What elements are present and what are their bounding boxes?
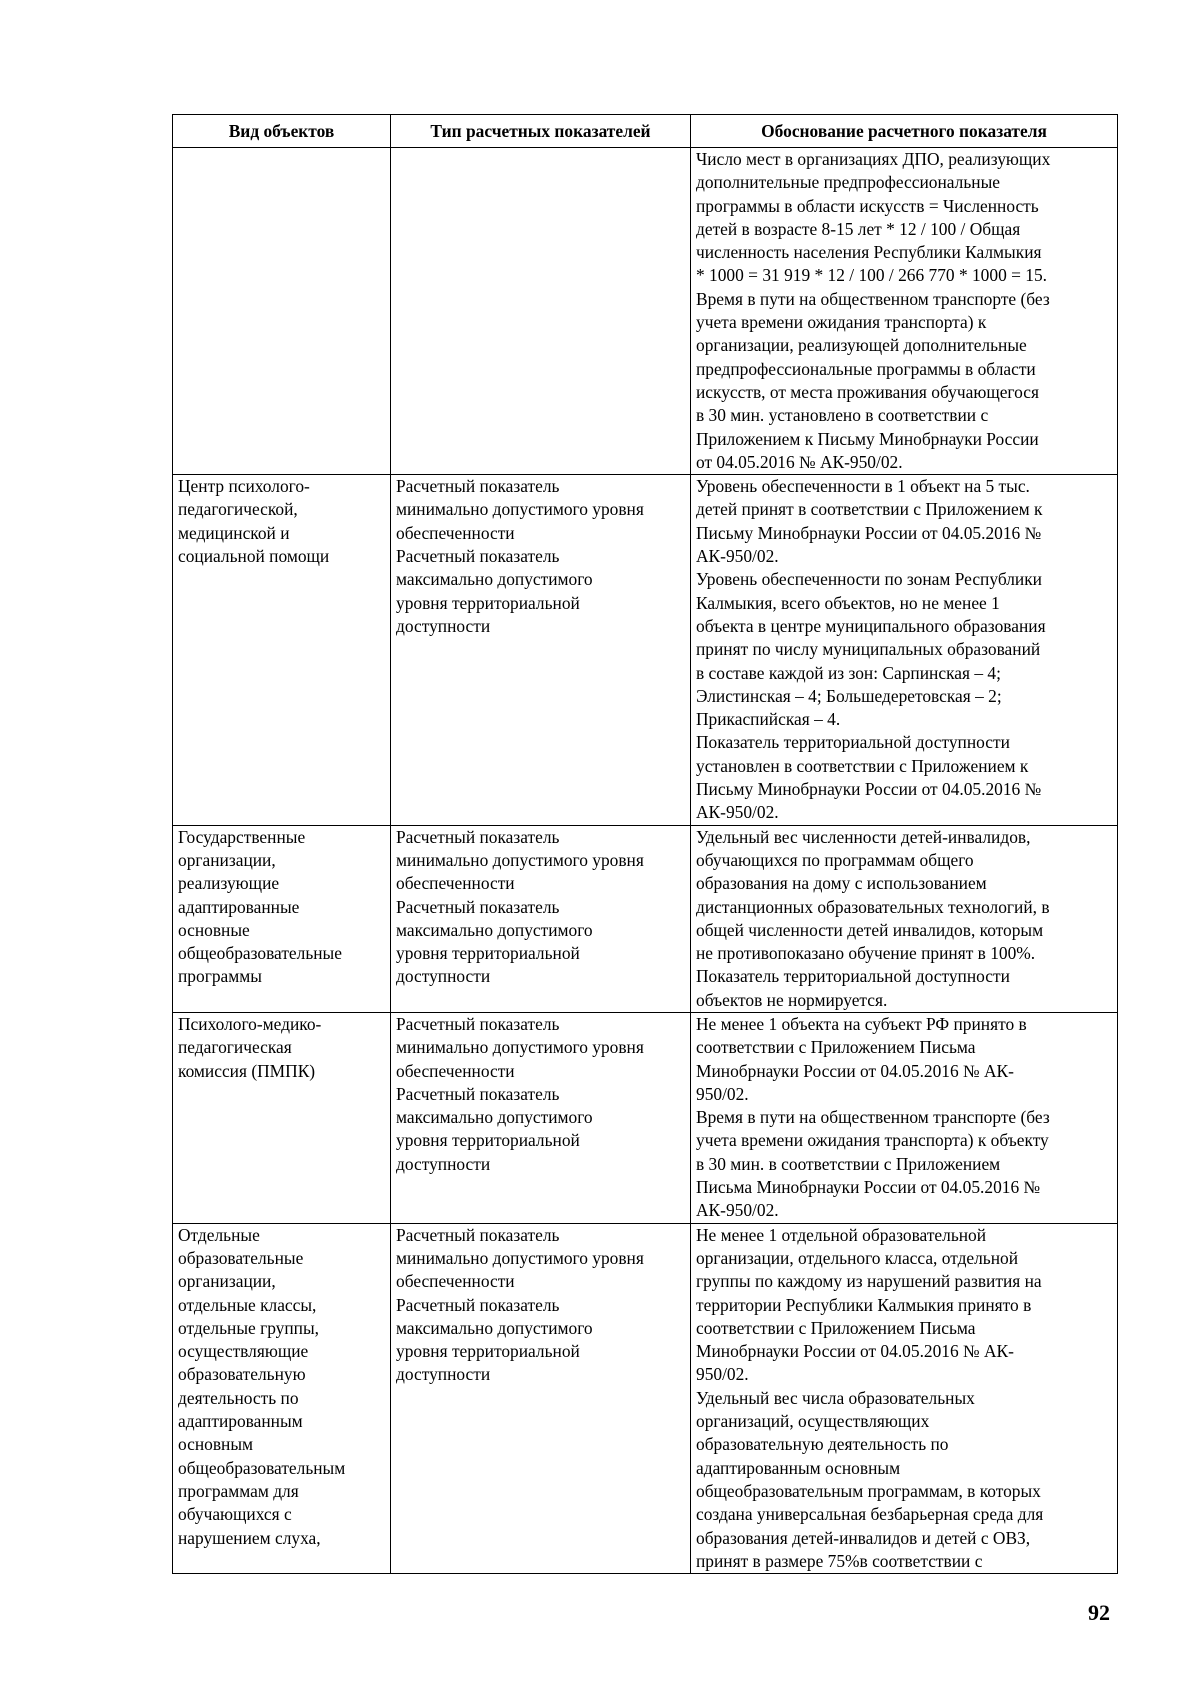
cell-text-line: Государственные xyxy=(178,826,306,847)
table-header-row xyxy=(173,115,1118,148)
cell-text-line: Показатель территориальной доступности xyxy=(696,966,1010,987)
justification-cell xyxy=(691,1012,1118,1223)
cell-text-line: общей численности детей инвалидов, которым xyxy=(696,919,1044,940)
cell-text-line: адаптированным xyxy=(178,1411,303,1432)
cell-text-line: территории Республики Калмыкия принято в xyxy=(696,1294,1032,1315)
cell-text-line: Расчетный показатель xyxy=(396,546,560,567)
cell-text-line: в составе каждой из зон: Сарпинская – 4; xyxy=(696,662,1001,683)
cell-text-line: соответствии с Приложением Письма xyxy=(696,1037,976,1058)
object-type-cell xyxy=(173,1012,391,1223)
cell-text-line: обеспеченности xyxy=(396,1271,515,1292)
justification-cell xyxy=(691,825,1118,1012)
cell-text-line: АК-950/02. xyxy=(696,1200,779,1221)
cell-text-line: общеобразовательным xyxy=(178,1457,346,1478)
cell-text-line: минимально допустимого уровня xyxy=(396,1037,644,1058)
cell-text-line: нарушением слуха, xyxy=(178,1527,321,1548)
cell-text-line: соответствии с Приложением Письма xyxy=(696,1317,976,1338)
table-row xyxy=(173,1223,1118,1573)
page-number: 92 xyxy=(1088,1600,1110,1625)
cell-text-line: уровня территориальной xyxy=(396,592,580,613)
cell-text-line: предпрофессиональные программы в области xyxy=(696,358,1036,379)
cell-text-line: педагогической, xyxy=(178,499,298,520)
cell-text-line: дистанционных образовательных технологий, в xyxy=(696,896,1050,917)
cell-text-line: программы xyxy=(178,966,262,987)
cell-text-line: адаптированным основным xyxy=(696,1457,901,1478)
cell-text-line: Отдельные xyxy=(178,1224,260,1245)
cell-text-line: учета времени ожидания транспорта) к xyxy=(696,312,987,333)
cell-text-line: социальной помощи xyxy=(178,546,330,567)
cell-text-line: минимально допустимого уровня xyxy=(396,1247,644,1268)
cell-text-line: Центр психолого- xyxy=(178,476,310,497)
cell-text-line: Расчетный показатель xyxy=(396,1083,560,1104)
cell-text-line: 950/02. xyxy=(696,1083,749,1104)
object-type-cell xyxy=(173,148,391,475)
cell-text-line: Минобрнауки России от 04.05.2016 № АК- xyxy=(696,1341,1014,1362)
cell-text-line: Число мест в организациях ДПО, реализующих xyxy=(696,149,1051,169)
cell-text-line: Удельный вес численности детей-инвалидов, xyxy=(696,826,1031,847)
object-type-cell xyxy=(173,475,391,825)
cell-text-line: реализующие xyxy=(178,873,280,894)
cell-text-line: Расчетный показатель xyxy=(396,826,560,847)
cell-text-line: медицинской и xyxy=(178,522,290,543)
cell-text-line: максимально допустимого xyxy=(396,919,593,940)
cell-text-line: в 30 мин. установлено в соответствии с xyxy=(696,405,989,426)
indicator-type-cell xyxy=(391,825,691,1012)
cell-text-line: АК-950/02. xyxy=(696,802,779,823)
cell-text-line: учета времени ожидания транспорта) к объекту xyxy=(696,1130,1049,1151)
cell-text-line: Расчетный показатель xyxy=(396,1013,560,1034)
cell-text-line: доступности xyxy=(396,1364,491,1385)
cell-text-line: Расчетный показатель xyxy=(396,1294,560,1315)
table-row xyxy=(173,148,1118,475)
cell-text-line: детей в возрасте 8-15 лет * 12 / 100 / Общая xyxy=(696,218,1021,239)
cell-text-line: организации, реализующей дополнительные xyxy=(696,335,1027,356)
cell-text-line: комиссия (ПМПК) xyxy=(178,1060,316,1081)
cell-text-line: создана универсальная безбарьерная среда для xyxy=(696,1504,1044,1525)
cell-text-line: уровня территориальной xyxy=(396,1341,580,1362)
cell-text-line: обеспеченности xyxy=(396,1060,515,1081)
cell-text-line: обучающихся по программам общего xyxy=(696,849,974,870)
cell-text-line: Показатель территориальной доступности xyxy=(696,732,1010,753)
justification-cell xyxy=(691,1223,1118,1573)
cell-text-line: Время в пути на общественном транспорте (без xyxy=(696,288,1050,309)
cell-text-line: образования на дому с использованием xyxy=(696,873,987,894)
cell-text-line: доступности xyxy=(396,966,491,987)
cell-text-line: не противопоказано обучение принят в 100%. xyxy=(696,943,1036,964)
cell-text-line: доступности xyxy=(396,1153,491,1174)
cell-text-line: образовательную деятельность по xyxy=(696,1434,949,1455)
cell-text-line: Прикаспийская – 4. xyxy=(696,709,841,730)
justification-cell xyxy=(691,475,1118,825)
cell-text-line: в 30 мин. в соответствии с Приложением xyxy=(696,1153,1001,1174)
standards-table xyxy=(172,114,1118,1574)
cell-text-line: Психолого-медико- xyxy=(178,1013,322,1034)
indicator-type-cell xyxy=(391,475,691,825)
cell-text-line: группы по каждому из нарушений развития на xyxy=(696,1271,1042,1292)
cell-text-line: Письма Минобрнауки России от 04.05.2016 № xyxy=(696,1177,1041,1198)
cell-text-line: образовательную xyxy=(178,1364,306,1385)
justification-cell xyxy=(691,148,1118,475)
cell-text-line: обеспеченности xyxy=(396,873,515,894)
cell-text-line: обеспеченности xyxy=(396,522,515,543)
cell-text-line: Время в пути на общественном транспорте (без xyxy=(696,1107,1050,1128)
cell-text-line: осуществляющие xyxy=(178,1341,309,1362)
cell-text-line: общеобразовательным программам, в которых xyxy=(696,1480,1041,1501)
header-indicator-type: Тип расчетных показателей xyxy=(391,115,691,148)
cell-text-line: искусств, от места проживания обучающегося xyxy=(696,381,1039,402)
cell-text-line: организаций, осуществляющих xyxy=(696,1411,930,1432)
cell-text-line: деятельность по xyxy=(178,1387,299,1408)
header-object-type: Вид объектов xyxy=(173,115,391,148)
cell-text-line: принят в размере 75%в соответствии с xyxy=(696,1550,983,1571)
cell-text-line: педагогическая xyxy=(178,1037,292,1058)
cell-text-line: минимально допустимого уровня xyxy=(396,499,644,520)
cell-text-line: принят по числу муниципальных образований xyxy=(696,639,1041,660)
cell-text-line: организации, отдельного класса, отдельной xyxy=(696,1247,1019,1268)
cell-text-line: Письму Минобрнауки России от 04.05.2016 № xyxy=(696,779,1042,800)
cell-text-line: Удельный вес числа образовательных xyxy=(696,1387,975,1408)
cell-text-line: максимально допустимого xyxy=(396,1107,593,1128)
cell-text-line: уровня территориальной xyxy=(396,1130,580,1151)
cell-text-line: максимально допустимого xyxy=(396,1317,593,1338)
cell-text-line: объектов не нормируется. xyxy=(696,989,888,1010)
cell-text-line: численность населения Республики Калмыкия xyxy=(696,242,1042,263)
cell-text-line: Минобрнауки России от 04.05.2016 № АК- xyxy=(696,1060,1014,1081)
indicator-type-cell xyxy=(391,148,691,475)
table-row xyxy=(173,825,1118,1012)
table-row xyxy=(173,1012,1118,1223)
cell-text-line: отдельные группы, xyxy=(178,1317,320,1338)
table-row xyxy=(173,475,1118,825)
cell-text-line: минимально допустимого уровня xyxy=(396,849,644,870)
cell-text-line: образования детей-инвалидов и детей с ОВЗ, xyxy=(696,1527,1031,1548)
cell-text-line: 950/02. xyxy=(696,1364,749,1385)
cell-text-line: Уровень обеспеченности в 1 объект на 5 тыс. xyxy=(696,476,1030,497)
indicator-type-cell xyxy=(391,1012,691,1223)
cell-text-line: установлен в соответствии с Приложением к xyxy=(696,755,1029,776)
cell-text-line: Расчетный показатель xyxy=(396,476,560,497)
cell-text-line: доступности xyxy=(396,615,491,636)
cell-text-line: обучающихся с xyxy=(178,1504,292,1525)
cell-text-line: основные xyxy=(178,919,250,940)
cell-text-line: Уровень обеспеченности по зонам Республики xyxy=(696,569,1042,590)
cell-text-line: образовательные xyxy=(178,1247,304,1268)
cell-text-line: Письму Минобрнауки России от 04.05.2016 № xyxy=(696,522,1042,543)
header-justification: Обоснование расчетного показателя xyxy=(691,115,1118,148)
cell-text-line: максимально допустимого xyxy=(396,569,593,590)
cell-text-line: Элистинская – 4; Большедеретовская – 2; xyxy=(696,685,1002,706)
cell-text-line: Калмыкия, всего объектов, но не менее 1 xyxy=(696,592,1000,613)
cell-text-line: дополнительные предпрофессиональные xyxy=(696,172,1000,193)
cell-text-line: Не менее 1 объекта на субъект РФ принято в xyxy=(696,1013,1027,1034)
cell-text-line: от 04.05.2016 № АК-950/02. xyxy=(696,451,903,472)
object-type-cell xyxy=(173,1223,391,1573)
cell-text-line: программам для xyxy=(178,1480,299,1501)
indicator-type-cell xyxy=(391,1223,691,1573)
cell-text-line: АК-950/02. xyxy=(696,546,779,567)
cell-text-line: * 1000 = 31 919 * 12 / 100 / 266 770 * 1000 = 15. xyxy=(696,265,1048,286)
cell-text-line: основным xyxy=(178,1434,254,1455)
cell-text-line: Расчетный показатель xyxy=(396,896,560,917)
cell-text-line: организации, xyxy=(178,849,276,870)
cell-text-line: программы в области искусств = Численность xyxy=(696,195,1039,216)
cell-text-line: отдельные классы, xyxy=(178,1294,317,1315)
cell-text-line: общеобразовательные xyxy=(178,943,342,964)
cell-text-line: объекта в центре муниципального образования xyxy=(696,615,1046,636)
cell-text-line: уровня территориальной xyxy=(396,943,580,964)
cell-text-line: Приложением к Письму Минобрнауки России xyxy=(696,428,1039,449)
cell-text-line: детей принят в соответствии с Приложением к xyxy=(696,499,1043,520)
cell-text-line: организации, xyxy=(178,1271,276,1292)
cell-text-line: адаптированные xyxy=(178,896,300,917)
cell-text-line: Расчетный показатель xyxy=(396,1224,560,1245)
object-type-cell xyxy=(173,825,391,1012)
cell-text-line: Не менее 1 отдельной образовательной xyxy=(696,1224,987,1245)
